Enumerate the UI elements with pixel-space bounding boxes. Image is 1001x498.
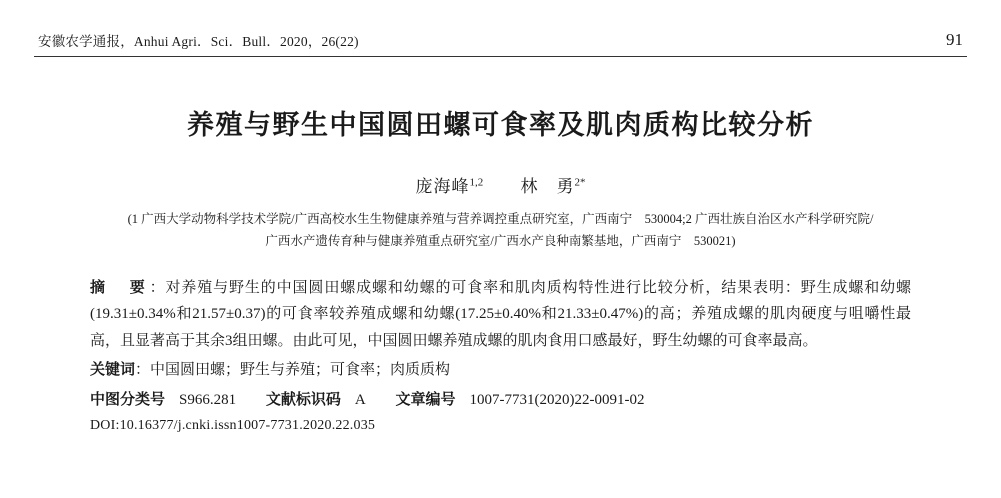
author-list	[34, 172, 967, 197]
document-code-segment	[266, 392, 366, 408]
document-code-value: A	[354, 391, 366, 408]
abstract-text: ：对养殖与野生的中国圆田螺成螺和幼螺的可食率和肌肉质构特性进行比较分析，结果表明：野生成螺和幼螺(19.31±0.34%和21.57±0.37)的可食率较养殖成螺和幼螺(17.25±0.40%和21.33±0.47%)的高；养殖成螺的肌肉硬度与咀嚼性最高，且显著高于其余3组田螺。由此可见，中国圆田螺养殖成螺的肌肉食用口感最好，野生幼螺的可食率最高。	[90, 279, 911, 350]
author-name: 林 勇	[520, 177, 575, 196]
journal-citation-line: 安徽农学通报，Anhui Agri．Sci．Bull．2020，26(22)	[38, 34, 359, 49]
author-entry	[416, 177, 484, 196]
affiliations	[34, 209, 967, 253]
clc-segment	[90, 392, 236, 408]
doi-line: DOI:10.16377/j.cnki.issn1007-7731.2020.22.035	[90, 418, 376, 433]
clc-value: S966.281	[179, 391, 237, 408]
page-number: 91	[946, 30, 963, 49]
abstract-label: 摘 要	[90, 279, 150, 296]
front-matter-body	[34, 275, 967, 434]
keywords-text: ：中国圆田螺；野生与养殖；可食率；肉质质构	[135, 361, 451, 378]
author-entry	[521, 177, 586, 196]
keywords-label: 关键词	[90, 361, 136, 378]
running-header	[34, 30, 967, 56]
header-divider	[34, 56, 967, 57]
affiliation-line: 广西水产遗传育种与健康养殖重点研究室/广西水产良种南繁基地，广西南宁 530021)	[265, 233, 736, 248]
article-id-label: 文章编号	[395, 391, 456, 408]
document-code-label: 文献标识码	[265, 391, 341, 408]
classification-line	[90, 386, 911, 415]
article-id-segment	[395, 392, 644, 408]
author-name: 庞海峰	[415, 177, 470, 196]
keywords-block	[90, 357, 911, 384]
article-id-value: 1007-7731(2020)22-0091-02	[469, 391, 645, 408]
article-title: 养殖与野生中国圆田螺可食率及肌肉质构比较分析	[187, 110, 814, 140]
author-affiliation-marker: 1,2	[469, 176, 484, 189]
author-affiliation-marker: 2*	[574, 176, 586, 189]
clc-label: 中图分类号	[90, 391, 166, 408]
abstract-block	[90, 275, 911, 355]
affiliation-line: (1 广西大学动物科学技术学院/广西高校水生生物健康养殖与营养调控重点研究室，广西南宁 530004;2 广西壮族自治区水产科学研究院/	[127, 212, 874, 226]
